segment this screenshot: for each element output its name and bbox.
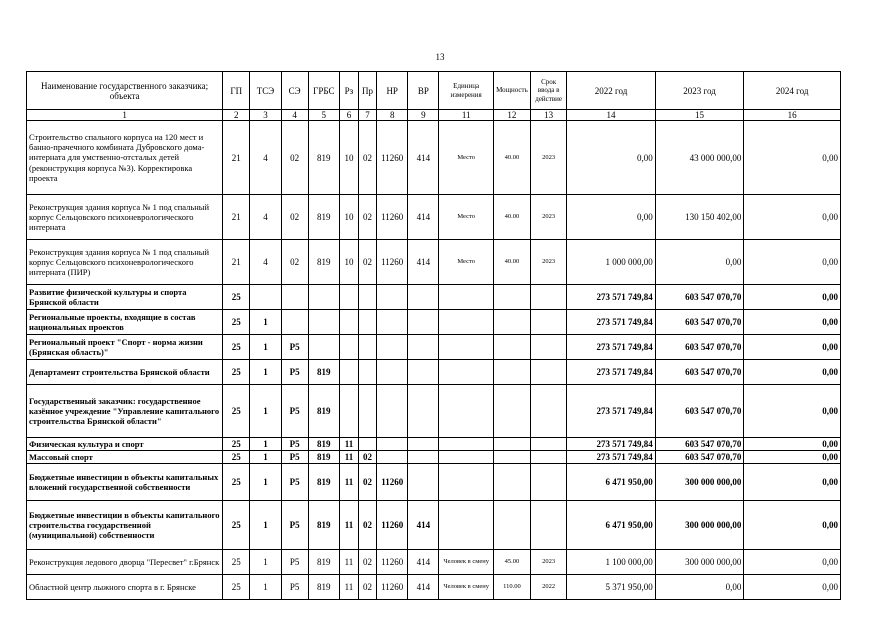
cell-unit: [439, 335, 493, 360]
cell-se: P5: [281, 438, 308, 451]
cell-unit: [439, 438, 493, 451]
cell-grbs: 819: [308, 550, 339, 575]
cell-amount-2024: 0,00: [744, 121, 841, 195]
cell-gp: 25: [223, 310, 250, 335]
cell-tse: 1: [250, 335, 281, 360]
cell-grbs: 819: [308, 501, 339, 550]
header-capacity: Мощность: [493, 72, 530, 110]
cell-tse: 1: [250, 360, 281, 385]
cell-name: Реконструкция здания корпуса № 1 под спальный корпус Сельцовского психоневрологического интерната: [27, 195, 223, 240]
cell-pr: 02: [359, 550, 377, 575]
cell-term: [531, 501, 567, 550]
cell-nr: 11260: [377, 464, 408, 501]
cell-grbs: 819: [308, 121, 339, 195]
cell-rz: [339, 335, 358, 360]
cell-amount-2022: 1 100 000,00: [567, 550, 656, 575]
cell-se: P5: [281, 464, 308, 501]
cell-rz: 11: [339, 550, 358, 575]
cell-capacity: [493, 464, 530, 501]
cell-name: Реконструкция здания корпуса № 1 под спальный корпус Сельцовского психоневрологического интерната (ПИР): [27, 240, 223, 285]
table-row: [27, 335, 841, 360]
cell-amount-2024: 0,00: [744, 335, 841, 360]
cell-rz: [339, 310, 358, 335]
cell-amount-2023: 603 547 070,70: [655, 360, 744, 385]
cell-nr: [377, 360, 408, 385]
cell-rz: 10: [339, 240, 358, 285]
column-number-cell: 4: [281, 110, 308, 121]
cell-nr: [377, 438, 408, 451]
cell-se: [281, 285, 308, 310]
cell-pr: 02: [359, 501, 377, 550]
cell-amount-2023: 0,00: [655, 575, 744, 600]
cell-vr: 414: [408, 501, 439, 550]
header-name: Наименование государственного заказчика; объекта: [27, 72, 223, 110]
cell-unit: [439, 385, 493, 438]
cell-tse: 1: [250, 310, 281, 335]
cell-amount-2022: 0,00: [567, 195, 656, 240]
cell-tse: 1: [250, 438, 281, 451]
header-2024: 2024 год: [744, 72, 841, 110]
cell-amount-2022: 5 371 950,00: [567, 575, 656, 600]
cell-grbs: 819: [308, 360, 339, 385]
cell-grbs: 819: [308, 575, 339, 600]
cell-unit: [439, 310, 493, 335]
header-row: [27, 72, 841, 110]
cell-rz: [339, 385, 358, 438]
cell-unit: Место: [439, 121, 493, 195]
cell-term: 2022: [531, 575, 567, 600]
cell-term: [531, 438, 567, 451]
table-row: [27, 550, 841, 575]
cell-unit: Место: [439, 195, 493, 240]
cell-amount-2023: 300 000 000,00: [655, 550, 744, 575]
header-2023: 2023 год: [655, 72, 744, 110]
cell-amount-2023: 0,00: [655, 240, 744, 285]
cell-unit: [439, 285, 493, 310]
header-2022: 2022 год: [567, 72, 656, 110]
cell-pr: [359, 285, 377, 310]
cell-grbs: [308, 335, 339, 360]
cell-gp: 25: [223, 285, 250, 310]
cell-amount-2023: 300 000 000,00: [655, 464, 744, 501]
cell-rz: 11: [339, 451, 358, 464]
table-row: [27, 501, 841, 550]
cell-se: 02: [281, 195, 308, 240]
cell-capacity: [493, 438, 530, 451]
header-pr: Пр: [359, 72, 377, 110]
cell-nr: 11260: [377, 240, 408, 285]
header-grbs: ГРБС: [308, 72, 339, 110]
cell-capacity: 40.00: [493, 195, 530, 240]
cell-grbs: [308, 285, 339, 310]
cell-amount-2022: 273 571 749,84: [567, 285, 656, 310]
table-row: [27, 385, 841, 438]
cell-name: Бюджетные инвестиции в объекты капитального строительства государственной (муниципальной) собственности: [27, 501, 223, 550]
cell-grbs: 819: [308, 451, 339, 464]
cell-capacity: [493, 360, 530, 385]
cell-amount-2023: 603 547 070,70: [655, 335, 744, 360]
cell-nr: 11260: [377, 195, 408, 240]
cell-tse: 1: [250, 451, 281, 464]
column-number-cell: 1: [27, 110, 223, 121]
cell-amount-2023: 603 547 070,70: [655, 385, 744, 438]
cell-vr: 414: [408, 575, 439, 600]
column-number-cell: 3: [250, 110, 281, 121]
cell-gp: 25: [223, 360, 250, 385]
cell-rz: 11: [339, 464, 358, 501]
cell-gp: 21: [223, 240, 250, 285]
cell-se: P5: [281, 501, 308, 550]
cell-term: [531, 385, 567, 438]
cell-unit: [439, 451, 493, 464]
cell-amount-2022: 273 571 749,84: [567, 310, 656, 335]
cell-name: Областной центр лыжного спорта в г. Брянске: [27, 575, 223, 600]
cell-capacity: 110.00: [493, 575, 530, 600]
cell-amount-2023: 43 000 000,00: [655, 121, 744, 195]
cell-amount-2022: 273 571 749,84: [567, 451, 656, 464]
table-row: [27, 121, 841, 195]
cell-unit: Человек в смену: [439, 575, 493, 600]
cell-rz: [339, 285, 358, 310]
cell-gp: 25: [223, 451, 250, 464]
cell-term: [531, 451, 567, 464]
cell-grbs: [308, 310, 339, 335]
page-number: 13: [435, 52, 445, 62]
table-row: [27, 451, 841, 464]
cell-name: Физическая культура и спорт: [27, 438, 223, 451]
cell-term: [531, 310, 567, 335]
cell-vr: 414: [408, 240, 439, 285]
cell-tse: 4: [250, 195, 281, 240]
cell-capacity: 40.00: [493, 240, 530, 285]
cell-vr: [408, 451, 439, 464]
cell-amount-2023: 130 150 402,00: [655, 195, 744, 240]
table-row: [27, 464, 841, 501]
cell-tse: 1: [250, 501, 281, 550]
cell-amount-2022: 273 571 749,84: [567, 385, 656, 438]
cell-amount-2024: 0,00: [744, 360, 841, 385]
table-row: [27, 195, 841, 240]
cell-rz: 10: [339, 121, 358, 195]
cell-pr: 02: [359, 121, 377, 195]
cell-gp: 25: [223, 550, 250, 575]
cell-unit: [439, 501, 493, 550]
cell-nr: [377, 451, 408, 464]
cell-capacity: 45.00: [493, 550, 530, 575]
cell-term: 2023: [531, 121, 567, 195]
cell-pr: [359, 310, 377, 335]
cell-se: P5: [281, 335, 308, 360]
cell-nr: [377, 335, 408, 360]
cell-term: [531, 335, 567, 360]
cell-term: 2023: [531, 240, 567, 285]
cell-grbs: 819: [308, 464, 339, 501]
cell-amount-2024: 0,00: [744, 438, 841, 451]
cell-term: [531, 285, 567, 310]
cell-vr: [408, 285, 439, 310]
cell-se: 02: [281, 121, 308, 195]
column-number-cell: 2: [223, 110, 250, 121]
cell-vr: [408, 438, 439, 451]
cell-amount-2022: 273 571 749,84: [567, 438, 656, 451]
cell-rz: 11: [339, 575, 358, 600]
cell-pr: [359, 335, 377, 360]
header-vr: ВР: [408, 72, 439, 110]
cell-se: P5: [281, 575, 308, 600]
cell-term: 2023: [531, 195, 567, 240]
cell-amount-2023: 603 547 070,70: [655, 451, 744, 464]
cell-vr: [408, 310, 439, 335]
cell-tse: 4: [250, 121, 281, 195]
cell-gp: 25: [223, 464, 250, 501]
cell-name: Региональный проект "Спорт - норма жизни (Брянская область)": [27, 335, 223, 360]
column-number-cell: 5: [308, 110, 339, 121]
cell-gp: 21: [223, 195, 250, 240]
cell-vr: [408, 385, 439, 438]
column-number-cell: 8: [377, 110, 408, 121]
cell-name: Массовый спорт: [27, 451, 223, 464]
cell-pr: 02: [359, 451, 377, 464]
cell-amount-2024: 0,00: [744, 385, 841, 438]
cell-vr: 414: [408, 195, 439, 240]
table-row: [27, 285, 841, 310]
cell-unit: Человек в смену: [439, 550, 493, 575]
cell-nr: [377, 385, 408, 438]
budget-table: [26, 71, 841, 600]
cell-rz: 10: [339, 195, 358, 240]
cell-tse: 1: [250, 575, 281, 600]
column-number-cell: 12: [493, 110, 530, 121]
column-number-cell: 11: [439, 110, 493, 121]
cell-amount-2022: 0,00: [567, 121, 656, 195]
cell-tse: [250, 285, 281, 310]
cell-nr: 11260: [377, 121, 408, 195]
cell-pr: 02: [359, 575, 377, 600]
cell-name: Реконструкция ледового дворца "Пересвет" г.Брянск: [27, 550, 223, 575]
cell-amount-2024: 0,00: [744, 550, 841, 575]
cell-term: 2023: [531, 550, 567, 575]
cell-capacity: [493, 335, 530, 360]
header-term: Срок ввода в действие: [531, 72, 567, 110]
cell-capacity: [493, 501, 530, 550]
cell-amount-2022: 1 000 000,00: [567, 240, 656, 285]
cell-vr: 414: [408, 550, 439, 575]
cell-pr: 02: [359, 195, 377, 240]
cell-vr: [408, 335, 439, 360]
cell-vr: [408, 464, 439, 501]
cell-gp: 25: [223, 385, 250, 438]
cell-pr: 02: [359, 240, 377, 285]
cell-vr: [408, 360, 439, 385]
cell-amount-2024: 0,00: [744, 310, 841, 335]
cell-amount-2024: 0,00: [744, 240, 841, 285]
cell-amount-2022: 6 471 950,00: [567, 501, 656, 550]
header-tse: ТСЭ: [250, 72, 281, 110]
header-se: СЭ: [281, 72, 308, 110]
cell-amount-2024: 0,00: [744, 451, 841, 464]
cell-pr: [359, 385, 377, 438]
table-row: [27, 575, 841, 600]
cell-gp: 25: [223, 438, 250, 451]
cell-rz: 11: [339, 501, 358, 550]
cell-capacity: 40.00: [493, 121, 530, 195]
cell-name: Бюджетные инвестиции в объекты капитальных вложений государственной собственности: [27, 464, 223, 501]
cell-term: [531, 464, 567, 501]
header-unit: Единица измерения: [439, 72, 493, 110]
cell-unit: [439, 360, 493, 385]
cell-amount-2024: 0,00: [744, 464, 841, 501]
cell-capacity: [493, 310, 530, 335]
cell-capacity: [493, 285, 530, 310]
cell-pr: 02: [359, 464, 377, 501]
cell-grbs: 819: [308, 240, 339, 285]
column-number-cell: 13: [531, 110, 567, 121]
cell-nr: [377, 285, 408, 310]
column-number-cell: 15: [655, 110, 744, 121]
cell-name: Департамент строительства Брянской области: [27, 360, 223, 385]
column-number-row: [27, 110, 841, 121]
cell-vr: 414: [408, 121, 439, 195]
cell-gp: 25: [223, 575, 250, 600]
cell-grbs: 819: [308, 195, 339, 240]
column-number-cell: 6: [339, 110, 358, 121]
cell-pr: [359, 360, 377, 385]
cell-se: [281, 310, 308, 335]
header-nr: НР: [377, 72, 408, 110]
cell-capacity: [493, 451, 530, 464]
cell-amount-2024: 0,00: [744, 285, 841, 310]
cell-amount-2022: 273 571 749,84: [567, 335, 656, 360]
cell-amount-2023: 603 547 070,70: [655, 310, 744, 335]
table-row: [27, 310, 841, 335]
cell-term: [531, 360, 567, 385]
cell-tse: 4: [250, 240, 281, 285]
cell-name: Строительство спального корпуса на 120 мест и банно-прачечного комбината Дубровского дома-интерната для умственно-отсталых детей (реконструкция корпуса №3). Корректировка проекта: [27, 121, 223, 195]
column-number-cell: 16: [744, 110, 841, 121]
cell-pr: [359, 438, 377, 451]
column-number-cell: 9: [408, 110, 439, 121]
table-row: [27, 438, 841, 451]
table-row: [27, 240, 841, 285]
cell-tse: 1: [250, 550, 281, 575]
cell-amount-2024: 0,00: [744, 575, 841, 600]
cell-amount-2024: 0,00: [744, 195, 841, 240]
cell-amount-2024: 0,00: [744, 501, 841, 550]
header-gp: ГП: [223, 72, 250, 110]
cell-amount-2022: 6 471 950,00: [567, 464, 656, 501]
cell-tse: 1: [250, 385, 281, 438]
cell-amount-2023: 603 547 070,70: [655, 285, 744, 310]
cell-tse: 1: [250, 464, 281, 501]
cell-rz: 11: [339, 438, 358, 451]
cell-name: Региональные проекты, входящие в состав национальных проектов: [27, 310, 223, 335]
cell-se: P5: [281, 360, 308, 385]
cell-gp: 25: [223, 501, 250, 550]
cell-unit: [439, 464, 493, 501]
header-rz: Рз: [339, 72, 358, 110]
cell-nr: [377, 310, 408, 335]
cell-nr: 11260: [377, 575, 408, 600]
cell-rz: [339, 360, 358, 385]
cell-grbs: 819: [308, 438, 339, 451]
column-number-cell: 7: [359, 110, 377, 121]
cell-nr: 11260: [377, 550, 408, 575]
cell-se: P5: [281, 385, 308, 438]
cell-se: P5: [281, 451, 308, 464]
column-number-cell: 14: [567, 110, 656, 121]
cell-capacity: [493, 385, 530, 438]
cell-gp: 25: [223, 335, 250, 360]
cell-unit: Место: [439, 240, 493, 285]
cell-nr: 11260: [377, 501, 408, 550]
cell-se: P5: [281, 550, 308, 575]
cell-amount-2023: 603 547 070,70: [655, 438, 744, 451]
cell-name: Развитие физической культуры и спорта Брянской области: [27, 285, 223, 310]
cell-se: 02: [281, 240, 308, 285]
table-row: [27, 360, 841, 385]
cell-name: Государственный заказчик: государственное казённое учреждение "Управление капитального строительства Брянской области": [27, 385, 223, 438]
cell-gp: 21: [223, 121, 250, 195]
cell-grbs: 819: [308, 385, 339, 438]
cell-amount-2022: 273 571 749,84: [567, 360, 656, 385]
cell-amount-2023: 300 000 000,00: [655, 501, 744, 550]
